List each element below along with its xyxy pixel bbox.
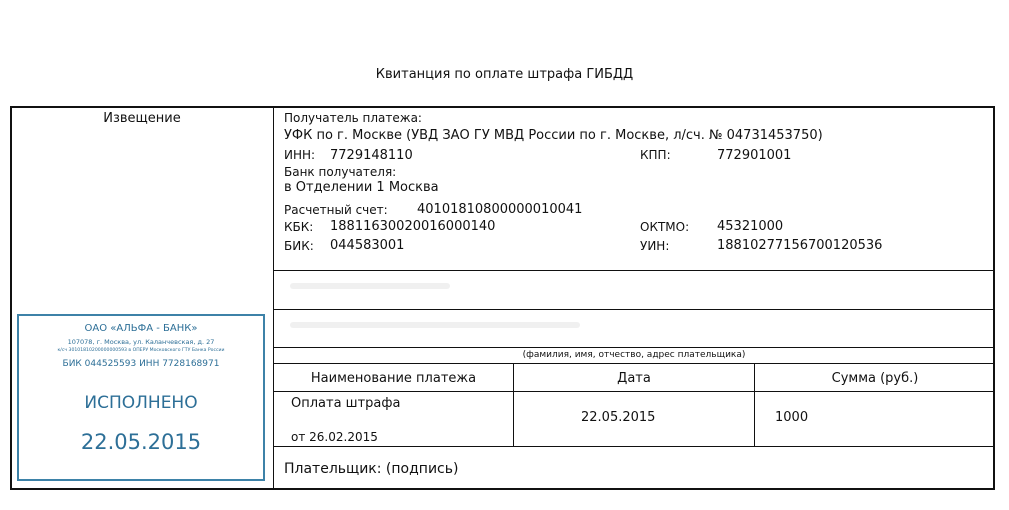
payer-caption-line xyxy=(273,363,995,364)
recipient-name: УФК по г. Москве (УВД ЗАО ГУ МВД России по г. Москве, л/сч. № 04731453750) xyxy=(284,128,823,143)
stamp-status: ИСПОЛНЕНО xyxy=(84,393,198,413)
oktmo-value: 45321000 xyxy=(717,219,784,234)
uin-label: УИН: xyxy=(640,239,670,253)
bik-label: БИК: xyxy=(284,239,314,253)
account-label: Расчетный счет: xyxy=(284,203,388,217)
payment-name-line2: от 26.02.2015 xyxy=(291,430,378,444)
stamp-bik-inn: БИК 044525593 ИНН 7728168971 xyxy=(62,359,220,369)
stamp-date: 22.05.2015 xyxy=(80,430,202,454)
inn-value: 7729148110 xyxy=(330,148,413,163)
kbk-value: 18811630020016000140 xyxy=(330,219,496,234)
payment-amount: 1000 xyxy=(775,410,809,425)
stamp-bank-name: ОАО «АЛЬФА - БАНК» xyxy=(84,323,198,334)
stamp-address: 107078, г. Москва, ул. Каланчевская, д. 27 xyxy=(67,338,215,346)
kpp-label: КПП: xyxy=(640,148,671,162)
kpp-value: 772901001 xyxy=(717,148,792,163)
payment-date: 22.05.2015 xyxy=(581,410,656,425)
payer-line-2 xyxy=(273,347,995,348)
table-header-line xyxy=(273,391,995,392)
page-title: Квитанция по оплате штрафа ГИБДД xyxy=(375,67,634,82)
oktmo-label: ОКТМО: xyxy=(640,220,690,234)
inn-label: ИНН: xyxy=(284,148,316,162)
redacted-payer-address xyxy=(290,322,580,328)
header-amount: Сумма (руб.) xyxy=(831,371,919,386)
redacted-payer-name xyxy=(290,283,450,289)
payment-name-line1: Оплата штрафа xyxy=(291,396,401,411)
recipient-divider xyxy=(273,270,995,271)
payer-line-1 xyxy=(273,309,995,310)
recipient-label: Получатель платежа: xyxy=(284,111,422,125)
bik-value: 044583001 xyxy=(330,238,405,253)
payer-signature-label: Плательщик: (подпись) xyxy=(284,461,459,477)
payer-caption: (фамилия, имя, отчество, адрес плательщика) xyxy=(522,350,746,360)
notice-header: Извещение xyxy=(103,111,181,126)
kbk-label: КБК: xyxy=(284,220,314,234)
bank-stamp xyxy=(17,314,265,481)
bank-label: Банк получателя: xyxy=(284,165,397,179)
header-payment-name: Наименование платежа xyxy=(310,371,477,386)
uin-value: 18810277156700120536 xyxy=(717,238,883,253)
account-value: 40101810800000010041 xyxy=(417,202,583,217)
table-bottom-line xyxy=(273,446,995,447)
header-date: Дата xyxy=(617,371,651,386)
bank-value: в Отделении 1 Москва xyxy=(284,180,439,195)
left-panel-divider xyxy=(273,107,274,489)
stamp-account: к/сч 30101810200000000593 в ОПЕРУ Московского ГТУ Банка России xyxy=(57,348,225,353)
